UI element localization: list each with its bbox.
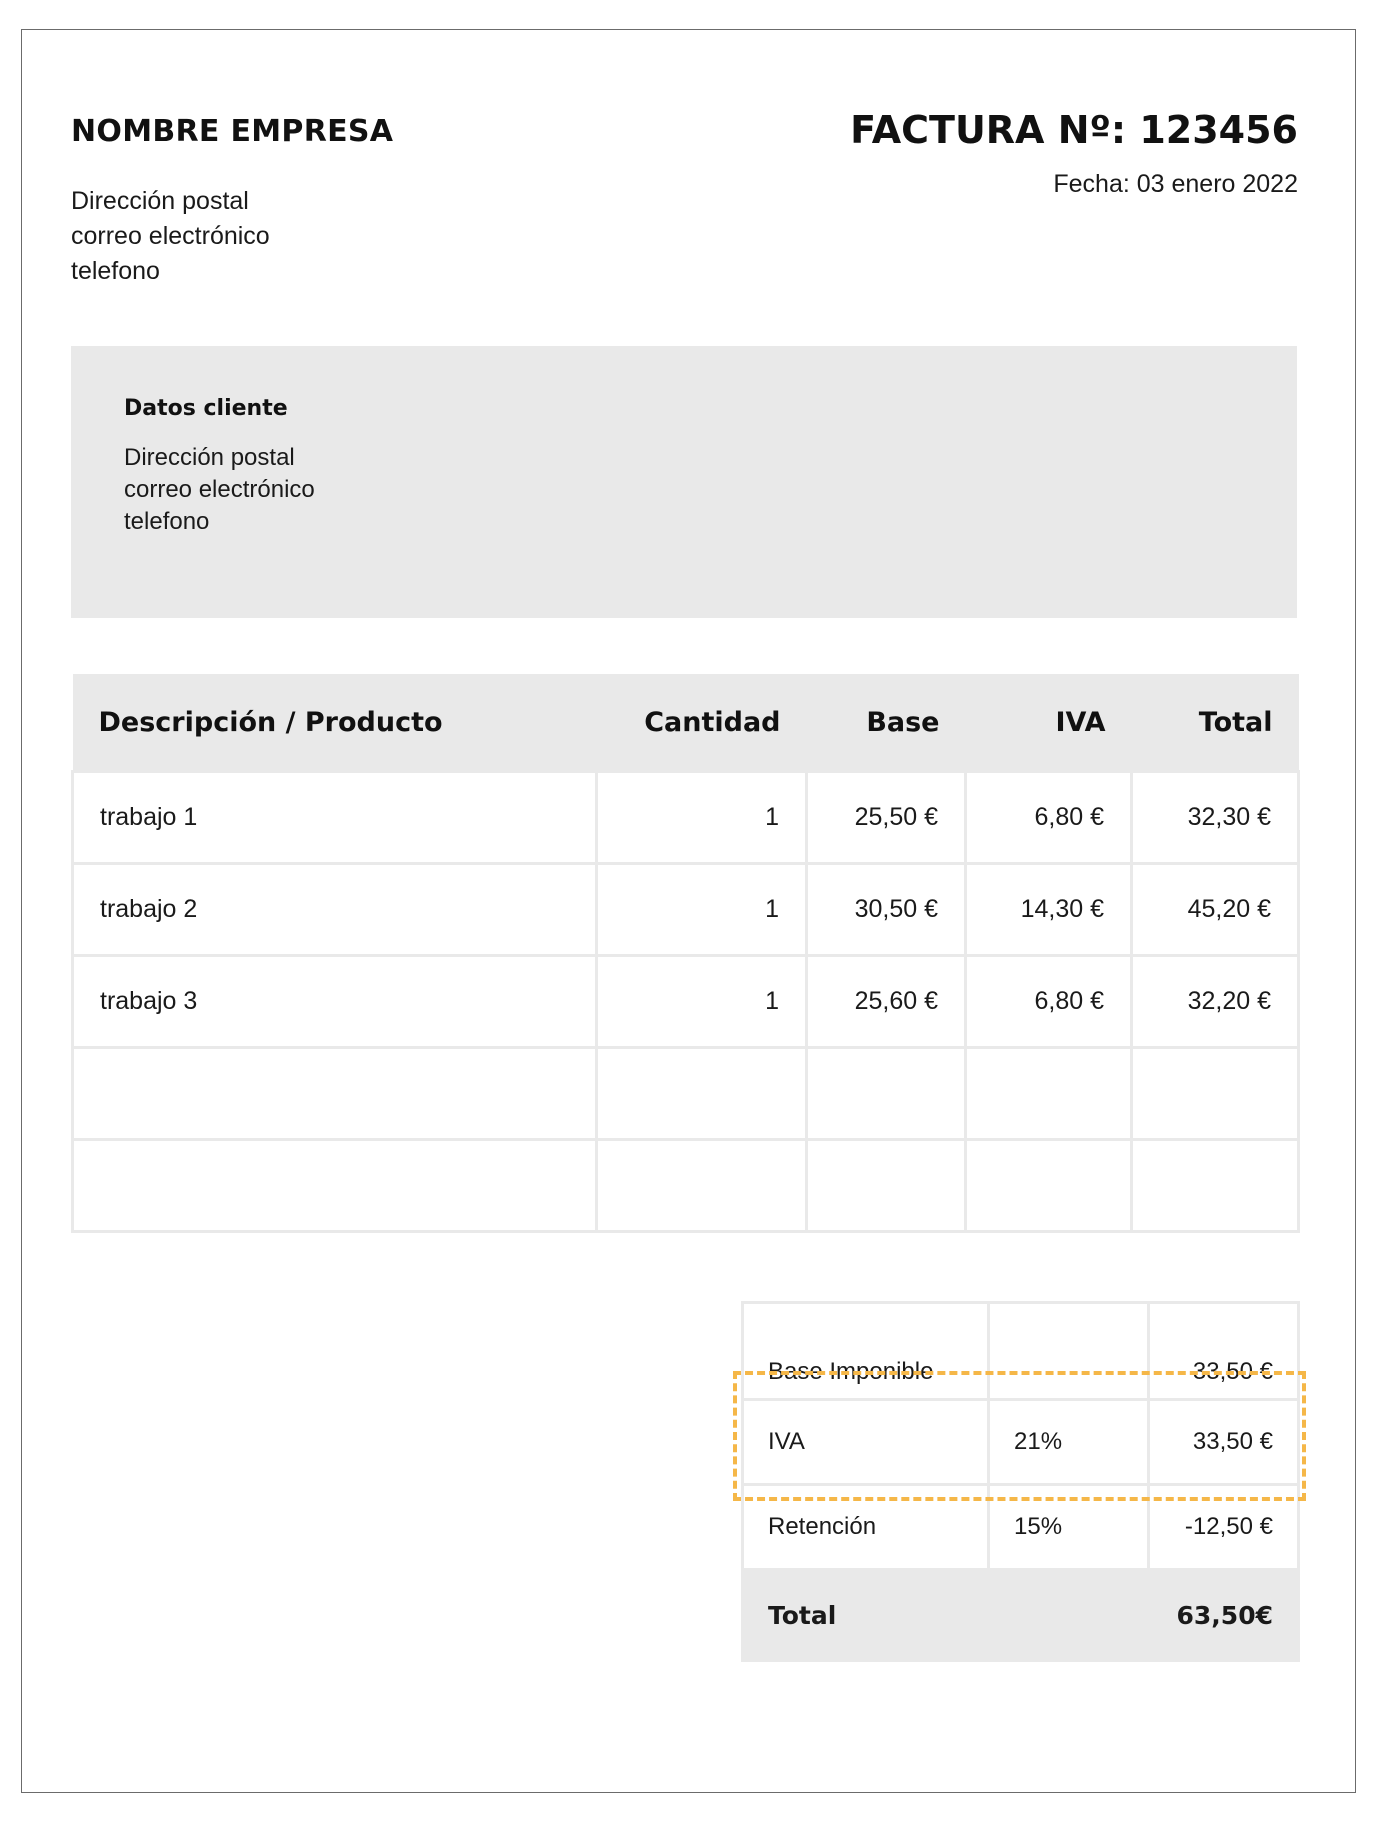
- cell-base: [807, 1140, 966, 1232]
- iva-label: IVA: [743, 1400, 989, 1485]
- client-info: [124, 442, 315, 538]
- total-spacer: [989, 1570, 1149, 1661]
- retencion-label: Retención: [743, 1485, 989, 1570]
- invoice-date: Fecha: 03 enero 2022: [1053, 170, 1298, 198]
- cell-total: 32,30 €: [1132, 772, 1299, 864]
- client-phone: telefono: [124, 508, 210, 535]
- retencion-value: -12,50 €: [1149, 1485, 1299, 1570]
- totals-row-total: [743, 1570, 1299, 1661]
- table-row-empty: [73, 1140, 1299, 1232]
- iva-value: 33,50 €: [1149, 1400, 1299, 1485]
- client-title: Datos cliente: [124, 396, 288, 421]
- cell-description: [73, 1048, 597, 1140]
- base-imponible-label: Base Imponible: [743, 1303, 989, 1400]
- items-header-row: [73, 674, 1299, 772]
- cell-iva: 14,30 €: [966, 864, 1132, 956]
- cell-iva: 6,80 €: [966, 956, 1132, 1048]
- client-address: Dirección postal: [124, 444, 295, 471]
- company-info: [71, 184, 270, 289]
- table-row: [73, 956, 1299, 1048]
- items-table: [71, 674, 1300, 1233]
- header-base: Base: [807, 674, 966, 772]
- header-quantity: Cantidad: [597, 674, 807, 772]
- header-total: Total: [1132, 674, 1299, 772]
- table-row-empty: [73, 1048, 1299, 1140]
- header-iva: IVA: [966, 674, 1132, 772]
- cell-quantity: 1: [597, 772, 807, 864]
- table-row: [73, 864, 1299, 956]
- cell-total: [1132, 1048, 1299, 1140]
- invoice-number-title: FACTURA Nº: 123456: [850, 108, 1298, 152]
- total-value: 63,50€: [1149, 1570, 1299, 1661]
- client-email: correo electrónico: [124, 476, 315, 503]
- cell-quantity: [597, 1048, 807, 1140]
- cell-quantity: [597, 1140, 807, 1232]
- cell-iva: [966, 1048, 1132, 1140]
- cell-quantity: 1: [597, 864, 807, 956]
- cell-base: 25,60 €: [807, 956, 966, 1048]
- company-name: NOMBRE EMPRESA: [71, 114, 394, 149]
- cell-iva: 6,80 €: [966, 772, 1132, 864]
- totals-row-retencion: [743, 1485, 1299, 1570]
- cell-description: [73, 1140, 597, 1232]
- client-data-panel: [71, 346, 1297, 618]
- cell-total: [1132, 1140, 1299, 1232]
- base-imponible-value: 33,50 €: [1149, 1303, 1299, 1400]
- totals-table: [741, 1301, 1300, 1662]
- table-row: [73, 772, 1299, 864]
- cell-total: 45,20 €: [1132, 864, 1299, 956]
- header-description: Descripción / Producto: [73, 674, 597, 772]
- base-imponible-rate: [989, 1303, 1149, 1400]
- cell-quantity: 1: [597, 956, 807, 1048]
- total-label: Total: [743, 1570, 989, 1661]
- totals-row-iva: [743, 1400, 1299, 1485]
- cell-base: 30,50 €: [807, 864, 966, 956]
- cell-description: trabajo 1: [73, 772, 597, 864]
- cell-iva: [966, 1140, 1132, 1232]
- cell-description: trabajo 3: [73, 956, 597, 1048]
- iva-rate: 21%: [989, 1400, 1149, 1485]
- company-address: Dirección postal: [71, 187, 249, 215]
- totals-row-base: [743, 1303, 1299, 1400]
- company-email: correo electrónico: [71, 222, 270, 250]
- retencion-rate: 15%: [989, 1485, 1149, 1570]
- cell-base: 25,50 €: [807, 772, 966, 864]
- cell-base: [807, 1048, 966, 1140]
- company-phone: telefono: [71, 257, 160, 285]
- cell-description: trabajo 2: [73, 864, 597, 956]
- cell-total: 32,20 €: [1132, 956, 1299, 1048]
